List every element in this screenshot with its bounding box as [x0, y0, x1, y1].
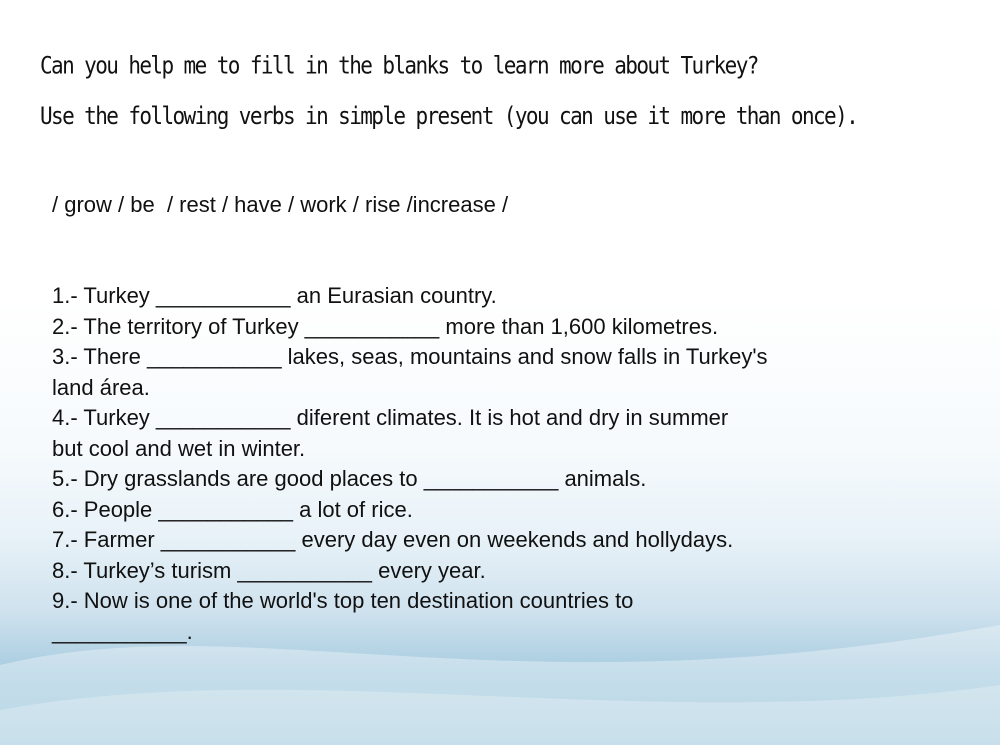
heading-line-2: Use the following verbs in simple present (you can use it more than once). — [40, 102, 858, 130]
exercise-line: ___________. — [52, 618, 193, 644]
exercise-line: 8.- Turkey’s turism ___________ every year. — [52, 557, 486, 583]
exercise-line: 4.- Turkey ___________ diferent climates. It is hot and dry in summer — [52, 405, 729, 430]
exercise-line: 6.- People ___________ a lot of rice. — [52, 496, 413, 522]
exercise-list — [52, 281, 952, 647]
instructions-heading — [40, 40, 980, 141]
verb-bank: / grow / be / rest / have / work / rise /increase / — [52, 192, 509, 217]
exercise-line: 3.- There ___________ lakes, seas, mountains and snow falls in Turkey's — [52, 344, 768, 369]
exercise-line: land área. — [52, 374, 150, 400]
exercise-line: 2.- The territory of Turkey ___________ more than 1,600 kilometres. — [52, 313, 719, 339]
exercise-line: but cool and wet in winter. — [52, 435, 306, 461]
exercise-line: 1.- Turkey ___________ an Eurasian country. — [52, 283, 497, 308]
heading-line-1: Can you help me to fill in the blanks to learn more about Turkey? — [40, 51, 758, 80]
exercise-line: 5.- Dry grasslands are good places to ___________ animals. — [52, 466, 647, 491]
exercise-line: 9.- Now is one of the world's top ten destination countries to — [52, 588, 634, 613]
exercise-line: 7.- Farmer ___________ every day even on weekends and hollydays. — [52, 527, 734, 552]
